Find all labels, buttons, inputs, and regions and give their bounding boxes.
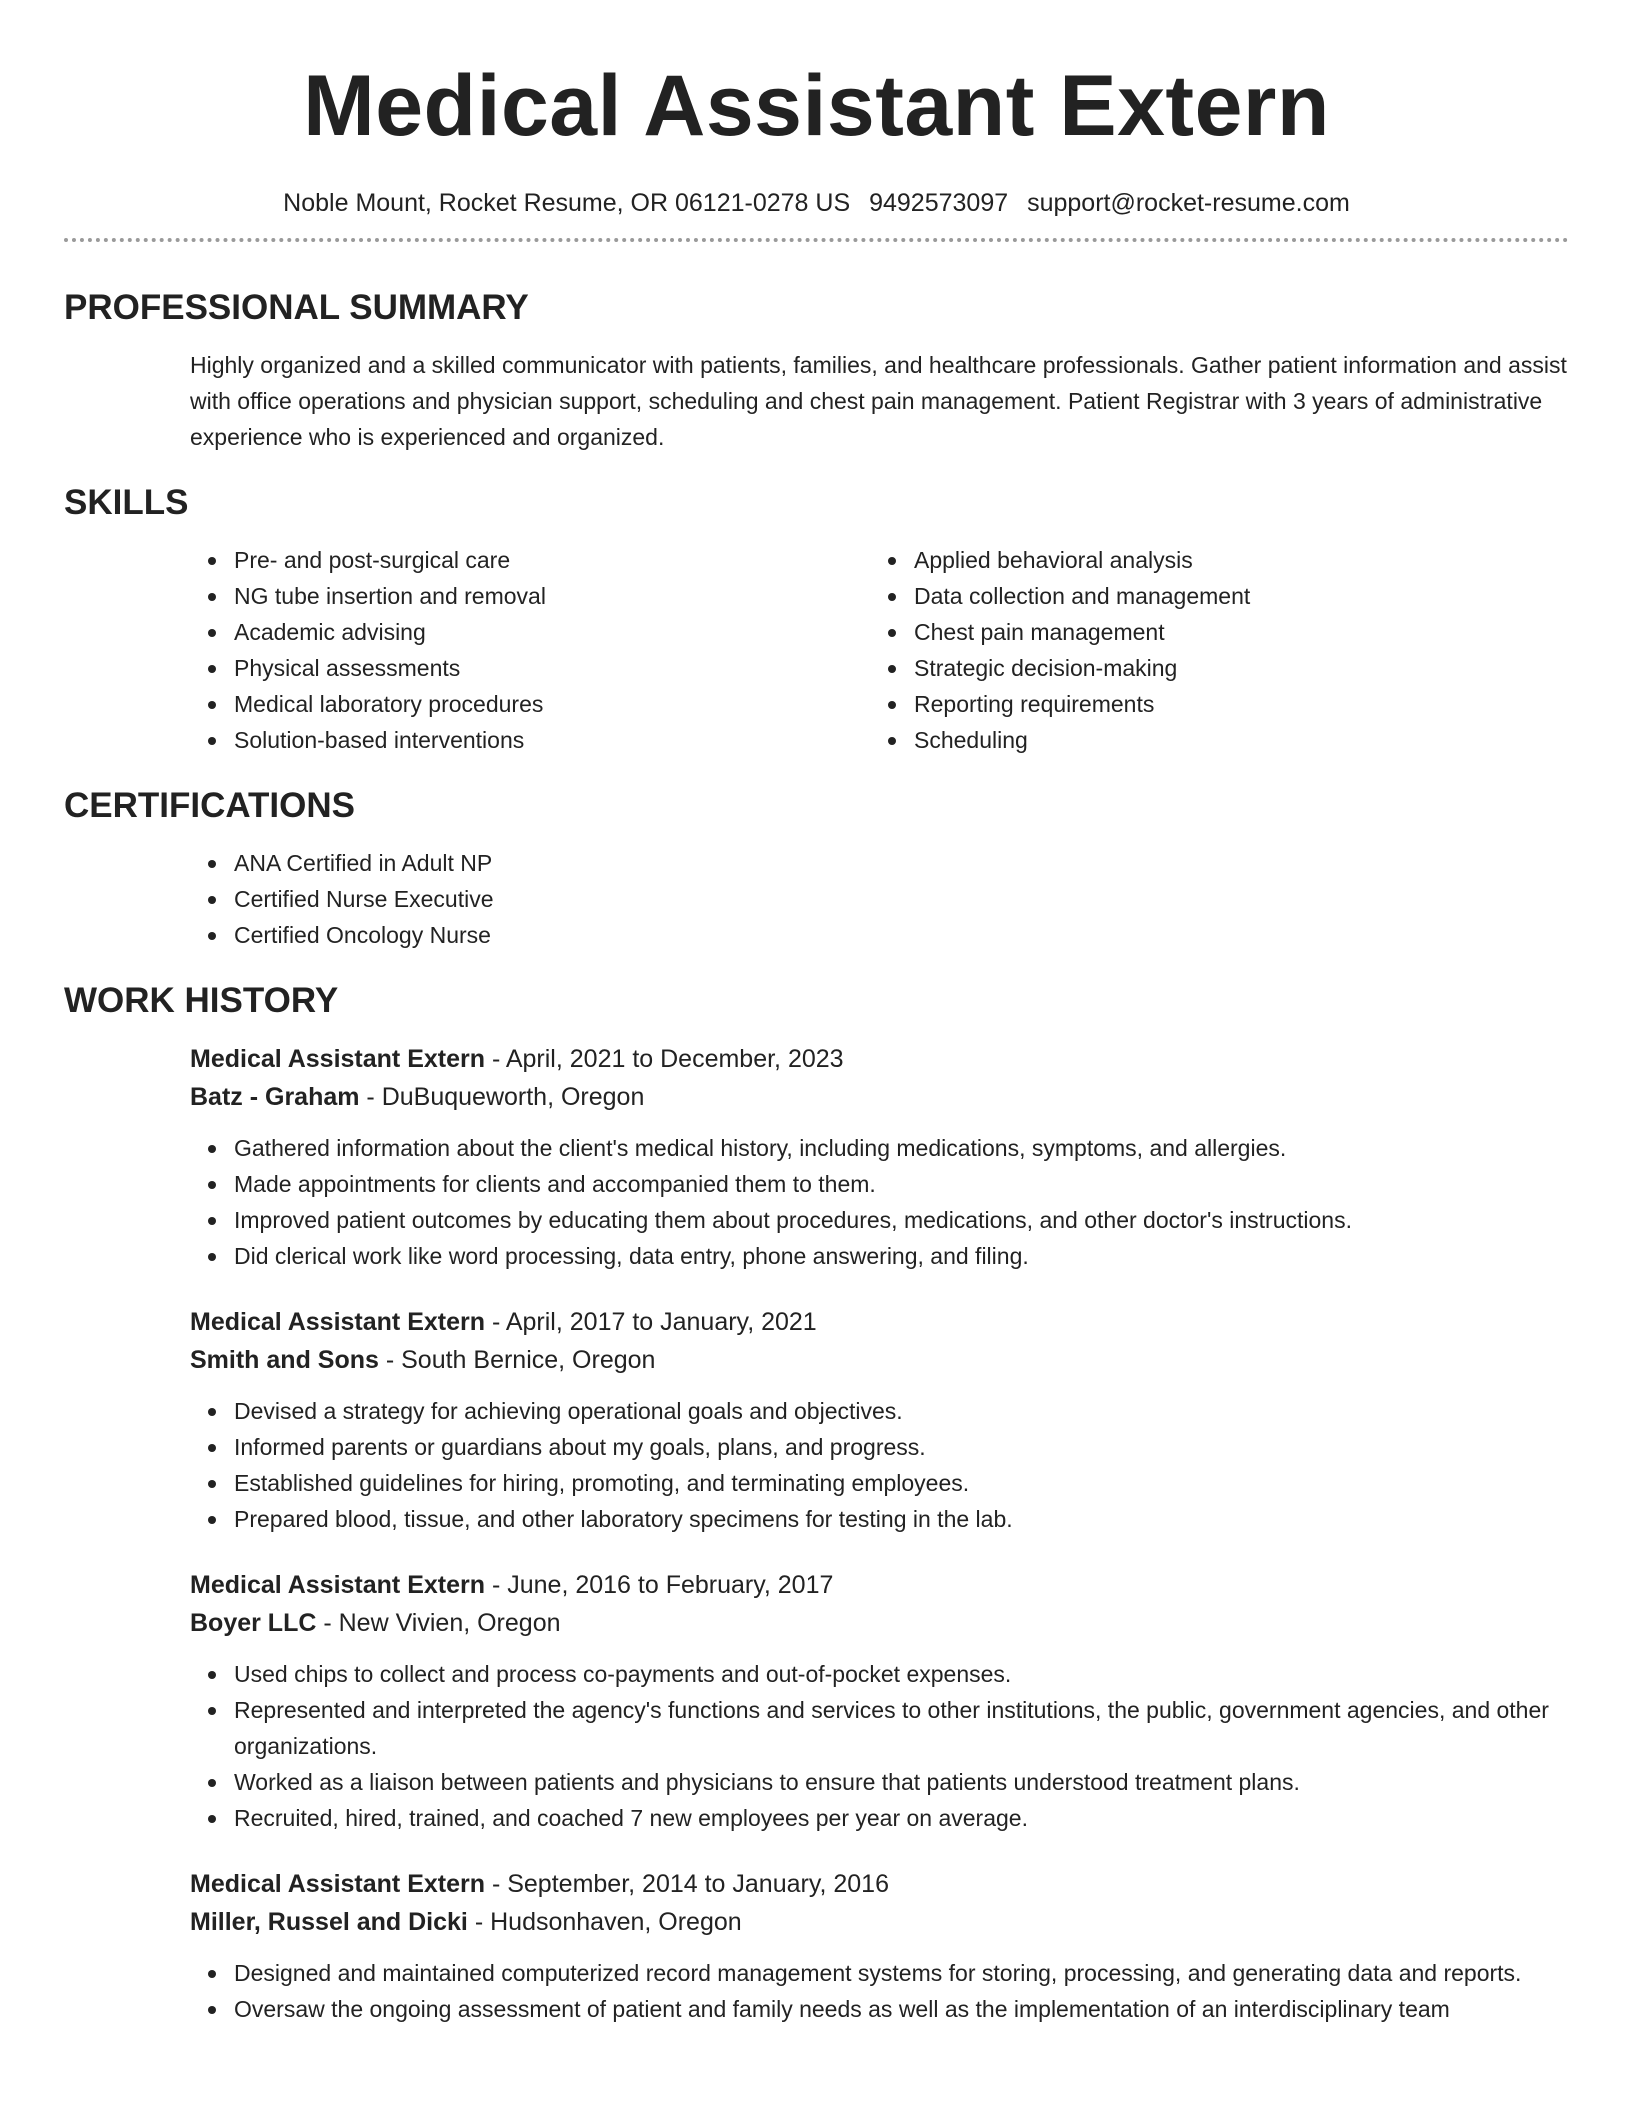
contact-line xyxy=(64,186,1569,220)
job-bullet: Established guidelines for hiring, promoting, and terminating employees. xyxy=(190,1465,1569,1501)
job-entry xyxy=(190,1566,1569,1836)
job-bullet: Gathered information about the client's medical history, including medications, symptoms, and allergies. xyxy=(190,1130,1569,1166)
resume-name: Medical Assistant Extern xyxy=(303,58,1330,154)
job-bullets xyxy=(190,1955,1569,2027)
certification-item: Certified Oncology Nurse xyxy=(190,917,1569,953)
job-bullet: Oversaw the ongoing assessment of patient and family needs as well as the implementation of an interdisciplinary team xyxy=(190,1991,1569,2027)
job-bullet: Did clerical work like word processing, data entry, phone answering, and filing. xyxy=(190,1238,1569,1274)
certifications-heading: CERTIFICATIONS xyxy=(64,786,356,825)
job-bullet: Worked as a liaison between patients and physicians to ensure that patients understood treatment plans. xyxy=(190,1764,1569,1800)
skills-right-list xyxy=(870,542,1550,758)
job-location: - DuBuqueworth, Oregon xyxy=(359,1083,645,1111)
job-bullet: Recruited, hired, trained, and coached 7 new employees per year on average. xyxy=(190,1800,1569,1836)
job-bullet: Prepared blood, tissue, and other laboratory specimens for testing in the lab. xyxy=(190,1501,1569,1537)
skill-item: Medical laboratory procedures xyxy=(190,686,870,722)
summary-text: Highly organized and a skilled communicator with patients, families, and healthcare professionals. Gather patient information and assist with office operations and physician support, scheduling and chest pain management. Patient Registrar with 3 years of administrative experience who is experienced and organized. xyxy=(190,352,1567,450)
skill-item: Strategic decision-making xyxy=(870,650,1550,686)
job-title-line xyxy=(190,1566,1569,1604)
certifications-list xyxy=(190,845,1569,953)
skill-item: Chest pain management xyxy=(870,614,1550,650)
work-section xyxy=(64,979,1569,2027)
job-bullets xyxy=(190,1393,1569,1537)
job-title: Medical Assistant Extern xyxy=(190,1870,486,1898)
job-bullet: Informed parents or guardians about my goals, plans, and progress. xyxy=(190,1429,1569,1465)
job-bullet: Made appointments for clients and accompanied them to them. xyxy=(190,1166,1569,1202)
job-bullet: Represented and interpreted the agency's functions and services to other institutions, the public, government agencies, and other organizations. xyxy=(190,1692,1569,1764)
job-bullet: Devised a strategy for achieving operational goals and objectives. xyxy=(190,1393,1569,1429)
skill-item: Pre- and post-surgical care xyxy=(190,542,870,578)
skill-item: Solution-based interventions xyxy=(190,722,870,758)
skill-item: Data collection and management xyxy=(870,578,1550,614)
job-company: Smith and Sons xyxy=(190,1346,379,1374)
job-title: Medical Assistant Extern xyxy=(190,1571,486,1599)
skill-item: Academic advising xyxy=(190,614,870,650)
certification-item: Certified Nurse Executive xyxy=(190,881,1569,917)
summary-section xyxy=(64,286,1569,455)
job-dates: - April, 2017 to January, 2021 xyxy=(485,1308,817,1336)
job-company-line xyxy=(190,1341,1569,1379)
job-bullet: Designed and maintained computerized record management systems for storing, processing, and generating data and reports. xyxy=(190,1955,1569,1991)
certification-item: ANA Certified in Adult NP xyxy=(190,845,1569,881)
job-location: - South Bernice, Oregon xyxy=(378,1346,656,1374)
skills-section xyxy=(64,481,1569,758)
job-entry xyxy=(190,1303,1569,1537)
job-entry xyxy=(190,1040,1569,1274)
job-entry xyxy=(190,1865,1569,2027)
header-divider xyxy=(64,238,1569,242)
job-company: Boyer LLC xyxy=(190,1609,317,1637)
skills-left-list xyxy=(190,542,870,758)
job-company-line xyxy=(190,1078,1569,1116)
job-company-line xyxy=(190,1604,1569,1642)
job-title-line xyxy=(190,1865,1569,1903)
job-location: - Hudsonhaven, Oregon xyxy=(467,1908,742,1936)
job-title-line xyxy=(190,1303,1569,1341)
job-bullets xyxy=(190,1130,1569,1274)
skill-item: Physical assessments xyxy=(190,650,870,686)
work-heading: WORK HISTORY xyxy=(64,981,339,1020)
skills-heading: SKILLS xyxy=(64,483,189,522)
contact-phone: 9492573097 xyxy=(869,189,1009,217)
job-dates: - April, 2021 to December, 2023 xyxy=(485,1045,844,1073)
job-dates: - September, 2014 to January, 2016 xyxy=(485,1870,889,1898)
job-title-line xyxy=(190,1040,1569,1078)
job-title: Medical Assistant Extern xyxy=(190,1308,486,1336)
skill-item: NG tube insertion and removal xyxy=(190,578,870,614)
job-company-line xyxy=(190,1903,1569,1941)
job-dates: - June, 2016 to February, 2017 xyxy=(485,1571,834,1599)
skills-grid xyxy=(190,542,1569,758)
job-title: Medical Assistant Extern xyxy=(190,1045,486,1073)
job-company: Miller, Russel and Dicki xyxy=(190,1908,468,1936)
job-location: - New Vivien, Oregon xyxy=(316,1609,561,1637)
resume-page xyxy=(64,0,1569,2112)
contact-email: support@rocket-resume.com xyxy=(1027,189,1350,217)
contact-address: Noble Mount, Rocket Resume, OR 06121-0278 US xyxy=(283,189,851,217)
skill-item: Applied behavioral analysis xyxy=(870,542,1550,578)
skill-item: Scheduling xyxy=(870,722,1550,758)
skill-item: Reporting requirements xyxy=(870,686,1550,722)
job-bullet: Used chips to collect and process co-payments and out-of-pocket expenses. xyxy=(190,1656,1569,1692)
job-bullet: Improved patient outcomes by educating them about procedures, medications, and other doctor's instructions. xyxy=(190,1202,1569,1238)
certifications-section xyxy=(64,784,1569,953)
summary-heading: PROFESSIONAL SUMMARY xyxy=(64,288,529,327)
job-company: Batz - Graham xyxy=(190,1083,360,1111)
job-bullets xyxy=(190,1656,1569,1836)
